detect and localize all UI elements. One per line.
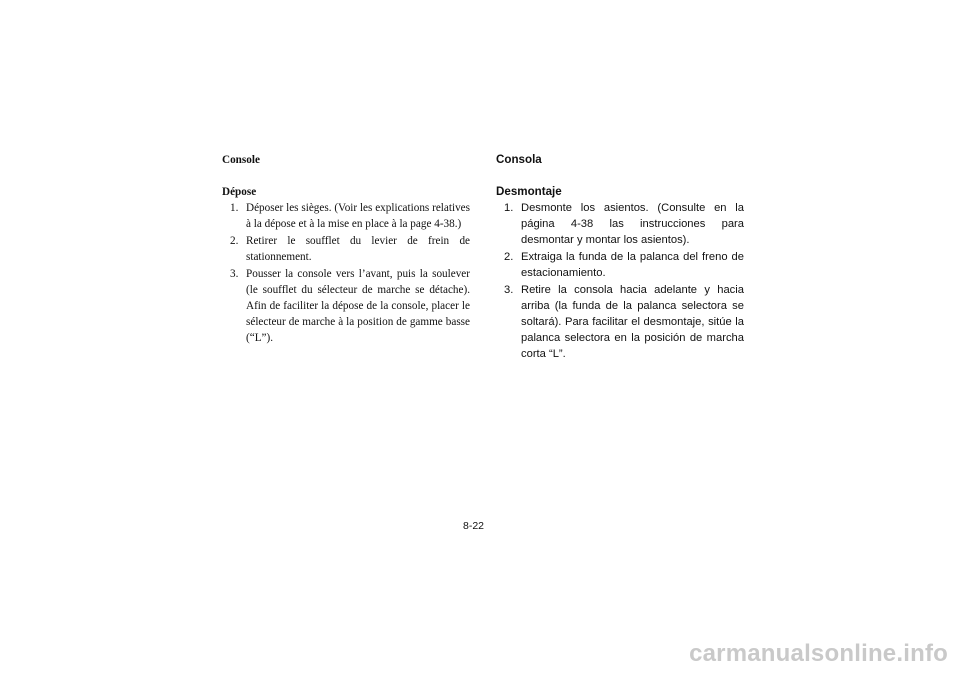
french-column bbox=[222, 152, 470, 347]
step-item bbox=[222, 200, 470, 232]
step-text: Déposer les sièges. (Voir les explications relatives à la dépose et à la mise en place à la page 4-38.) bbox=[246, 202, 470, 230]
step-item bbox=[496, 249, 744, 281]
step-number: 1. bbox=[504, 202, 514, 214]
watermark: carmanualsonline.info bbox=[689, 640, 948, 667]
step-item bbox=[222, 266, 470, 346]
step-number: 1. bbox=[230, 202, 239, 214]
steps-list-fr bbox=[222, 200, 470, 346]
step-text: Pousser la console vers l’avant, puis la soulever (le soufflet du sélecteur de marche se détache). Afin de faciliter la dépose de la console, placer le sélecteur de marche à la position de gamme basse (“L”). bbox=[246, 268, 470, 344]
step-text: Retire la consola hacia adelante y hacia arriba (la funda de la palanca selectora se soltará). Para facilitar el desmontaje, sitúe la palanca selectora en la posición de marcha corta “L”. bbox=[521, 284, 744, 360]
steps-list-es bbox=[496, 200, 744, 362]
step-item bbox=[496, 282, 744, 362]
step-number: 3. bbox=[504, 284, 514, 296]
step-text: Extraiga la funda de la palanca del freno de estacionamiento. bbox=[521, 251, 744, 279]
step-item bbox=[222, 233, 470, 265]
subsection-title-fr: Dépose bbox=[222, 186, 257, 198]
page-number: 8-22 bbox=[463, 520, 485, 532]
section-title-fr: Console bbox=[222, 154, 260, 166]
step-item bbox=[496, 200, 744, 248]
step-number: 2. bbox=[230, 235, 239, 247]
subsection-title-es: Desmontaje bbox=[496, 185, 562, 198]
section-title-es: Consola bbox=[496, 153, 542, 166]
step-number: 3. bbox=[230, 268, 239, 280]
spanish-column bbox=[496, 152, 744, 363]
step-number: 2. bbox=[504, 251, 514, 263]
step-text: Desmonte los asientos. (Consulte en la página 4-38 las instrucciones para desmontar y montar los asientos). bbox=[521, 202, 744, 246]
step-text: Retirer le soufflet du levier de frein de stationnement. bbox=[246, 235, 470, 263]
